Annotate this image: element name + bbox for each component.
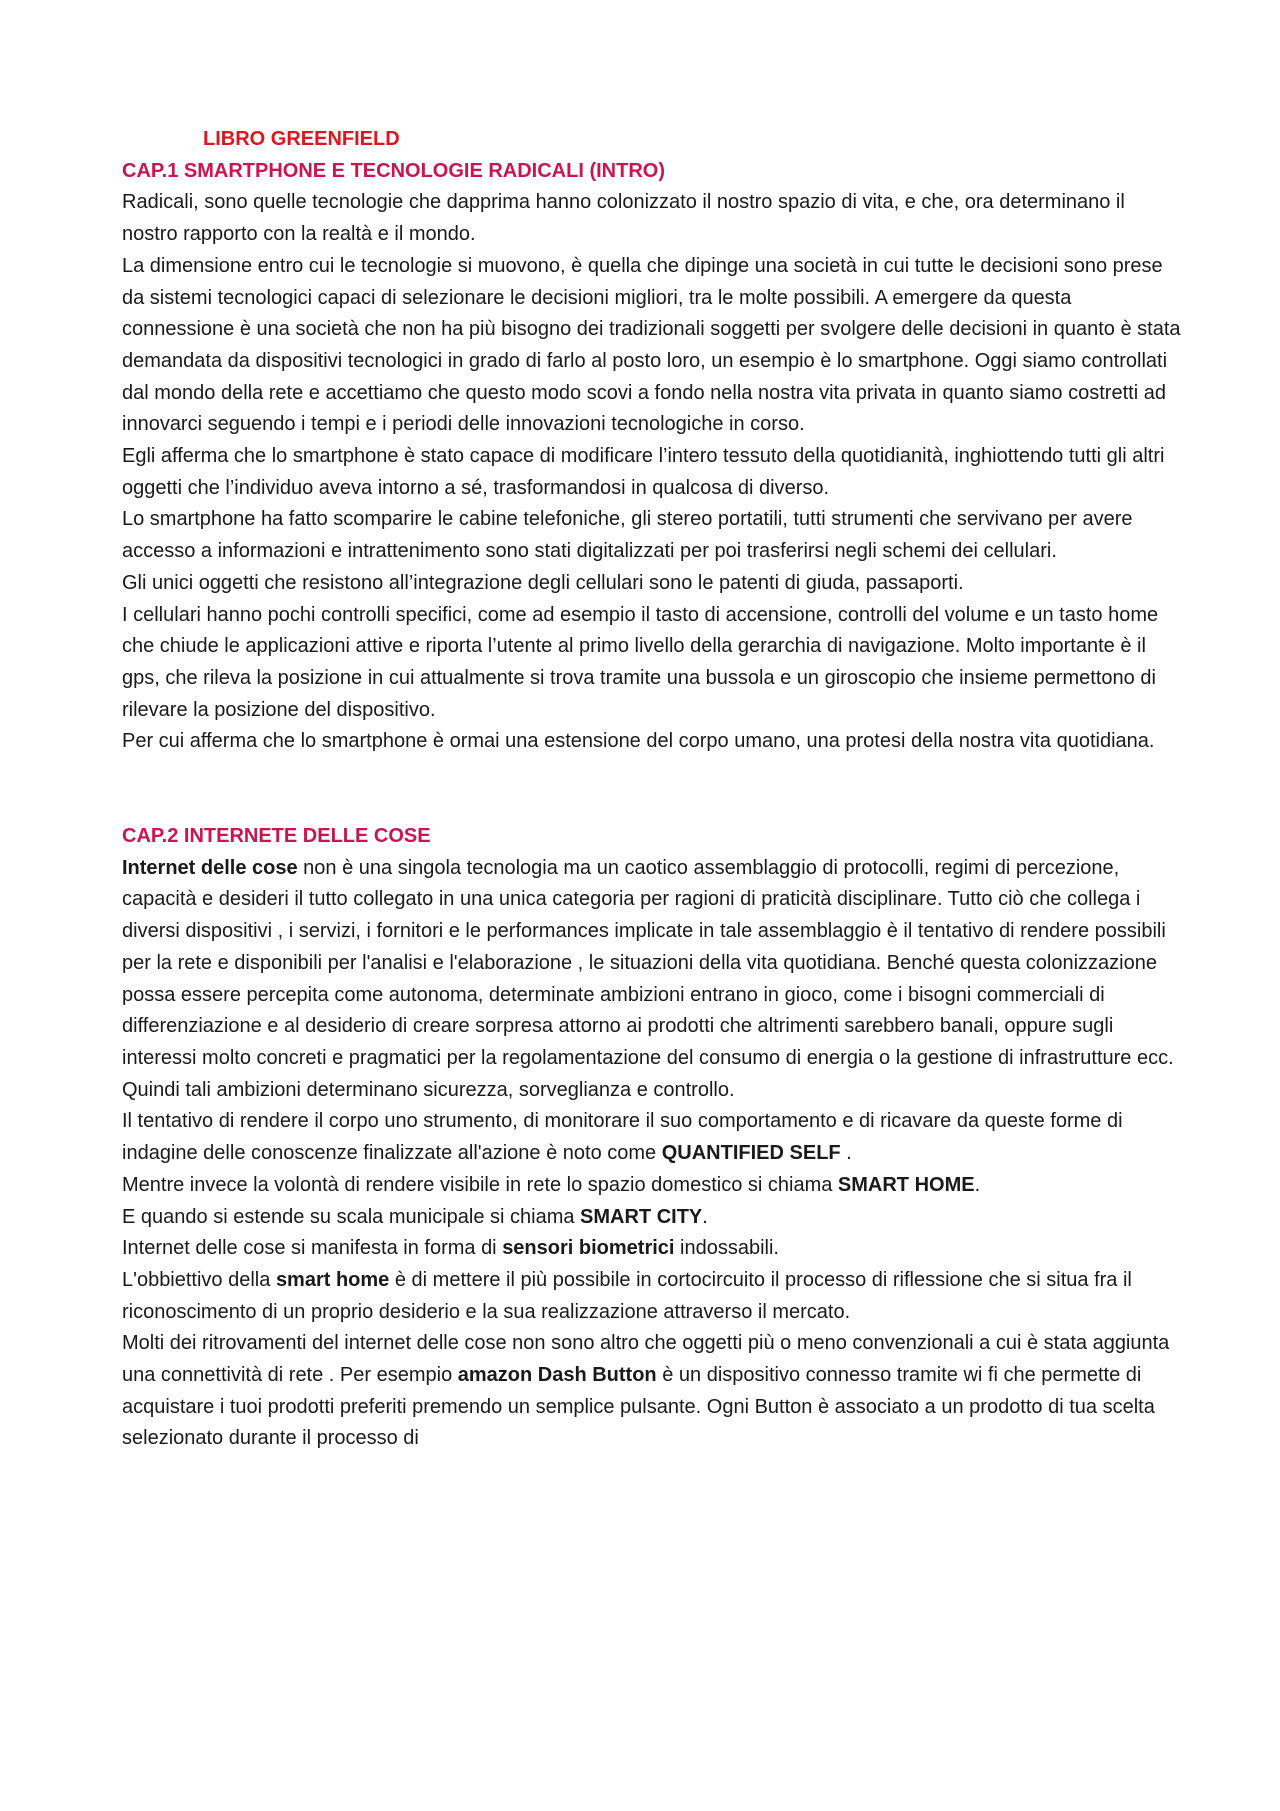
chapter-2-heading: CAP.2 INTERNETE DELLE COSE	[122, 825, 431, 848]
bold-term: QUANTIFIED SELF	[661, 1142, 841, 1165]
chapter-1-paragraph: La dimensione entro cui le tecnologie si muovono, è quella che dipinge una società in cui tutte le decisioni sono prese da sistemi tecnologici capaci di selezionare le decisioni migliori, tra le molte possibili. A emergere da questa connessione è una società che non ha più bisogno dei tradizionali soggetti per svolgere delle decisioni in quanto è stata demandata da dispositivi tecnologici in grado di farlo al posto loro, un esempio è lo smartphone. Oggi siamo controllati dal mondo della rete e accettiamo che questo modo scovi a fondo nella nostra vita privata in quanto siamo costretti ad innovarci seguendo i tempi e i periodi delle innovazioni tecnologiche in corso.	[122, 254, 1181, 436]
paragraph-text: .	[702, 1205, 708, 1228]
chapter-2-paragraph	[122, 1328, 1182, 1455]
bold-term: smart home	[275, 1268, 390, 1291]
paragraph-text: Mentre invece la volontà di rendere visibile in rete lo spazio domestico si chiama	[122, 1173, 838, 1196]
chapter-1-heading: CAP.1 SMARTPHONE E TECNOLOGIE RADICALI (INTRO)	[122, 159, 665, 182]
paragraph-text: è di mettere il più possibile in cortocircuito il processo di riflessione che si situa fra il riconoscimento di un proprio desiderio e la sua realizzazione attraverso il mercato.	[122, 1268, 1132, 1323]
bold-term: amazon Dash Button	[457, 1364, 657, 1387]
chapter-1-paragraph: Per cui afferma che lo smartphone è ormai una estensione del corpo umano, una protesi della nostra vita quotidiana.	[122, 730, 1155, 753]
paragraph-text: L'obbiettivo della	[122, 1268, 276, 1291]
paragraph-text: Internet delle cose si manifesta in forma di	[122, 1237, 503, 1260]
bold-term: SMART HOME	[837, 1173, 975, 1196]
chapter-1-paragraph: Radicali, sono quelle tecnologie che dapprima hanno colonizzato il nostro spazio di vita, e che, ora determinano il nostro rapporto con la realtà e il mondo.	[122, 191, 1125, 246]
paragraph-text: .	[840, 1142, 852, 1165]
chapter-2-paragraph	[122, 1106, 1182, 1169]
chapter-1-paragraph: Lo smartphone ha fatto scomparire le cabine telefoniche, gli stereo portatili, tutti strumenti che servivano per avere accesso a informazioni e intrattenimento sono stati digitalizzati per poi trasferirsi negli schemi dei cellulari.	[122, 508, 1133, 563]
chapter-2-paragraph	[122, 1170, 1182, 1202]
document-page	[122, 124, 1182, 1455]
chapter-2-paragraph	[122, 1233, 1182, 1265]
chapter-1-paragraph: Egli afferma che lo smartphone è stato capace di modificare l’intero tessuto della quotidianità, inghiottendo tutti gli altri oggetti che l’individuo aveva intorno a sé, trasformandosi in qualcosa di diverso.	[122, 445, 1165, 499]
bold-term: Internet delle cose	[122, 856, 298, 879]
paragraph-text: indossabili.	[674, 1237, 779, 1260]
paragraph-text: .	[974, 1173, 981, 1196]
paragraph-text: Il tentativo di rendere il corpo uno strumento, di monitorare il suo comportamento e di ricavare da queste forme di indagine delle conoscenze finalizzate all'azione è noto come	[122, 1110, 1123, 1165]
document-title: LIBRO GREENFIELD	[203, 128, 400, 150]
paragraph-text: Molti dei ritrovamenti del internet delle cose non sono altro che oggetti più o meno convenzionali a cui è stata aggiunta una connettività di rete . Per esempio	[122, 1332, 1170, 1387]
bold-term: sensori biometrici	[502, 1237, 675, 1260]
chapter-2-paragraph	[122, 853, 1182, 1107]
paragraph-text: E quando si estende su scala municipale si chiama	[122, 1205, 581, 1228]
paragraph-text: è un dispositivo connesso tramite wi fi che permette di acquistare i tuoi prodotti preferiti premendo un semplice pulsante. Ogni Button è associato a un prodotto di tua scelta selezionato durante il processo di	[122, 1364, 1155, 1450]
bold-term: SMART CITY	[580, 1205, 703, 1228]
chapter-2-paragraph	[122, 1202, 1182, 1234]
paragraph-text: non è una singola tecnologia ma un caotico assemblaggio di protocolli, regimi di percezione, capacità e desideri il tutto collegato in una unica categoria per ragioni di praticità disciplinare. Tutto ciò che collega i diversi dispositivi , i servizi, i fornitori e le performances implicate in tale assemblaggio è il tentativo di rendere possibili per la rete e disponibili per l'analisi e l'elaborazione , le situazioni della vita quotidiana. Benché questa colonizzazione possa essere percepita come autonoma, determinate ambizioni entrano in gioco, come i bisogni commerciali di differenziazione e al desiderio di creare sorpresa attorno ai prodotti che altrimenti sarebbero banali, oppure sugli interessi molto concreti e pragmatici per la regolamentazione del consumo di energia o la gestione di infrastrutture ecc. Quindi tali ambizioni determinano sicurezza, sorveglianza e controllo.	[122, 856, 1174, 1101]
chapter-1-paragraph: I cellulari hanno pochi controlli specifici, come ad esempio il tasto di accensione, controlli del volume e un tasto home che chiude le applicazioni attive e riporta l’utente al primo livello della gerarchia di navigazione. Molto importante è il gps, che rileva la posizione in cui attualmente si trova tramite una bussola e un giroscopio che insieme permettono di rilevare la posizione del dispositivo.	[122, 603, 1159, 721]
chapter-2-paragraph	[122, 1265, 1182, 1328]
chapter-1-paragraph: Gli unici oggetti che resistono all’integrazione degli cellulari sono le patenti di giuda, passaporti.	[122, 571, 964, 594]
